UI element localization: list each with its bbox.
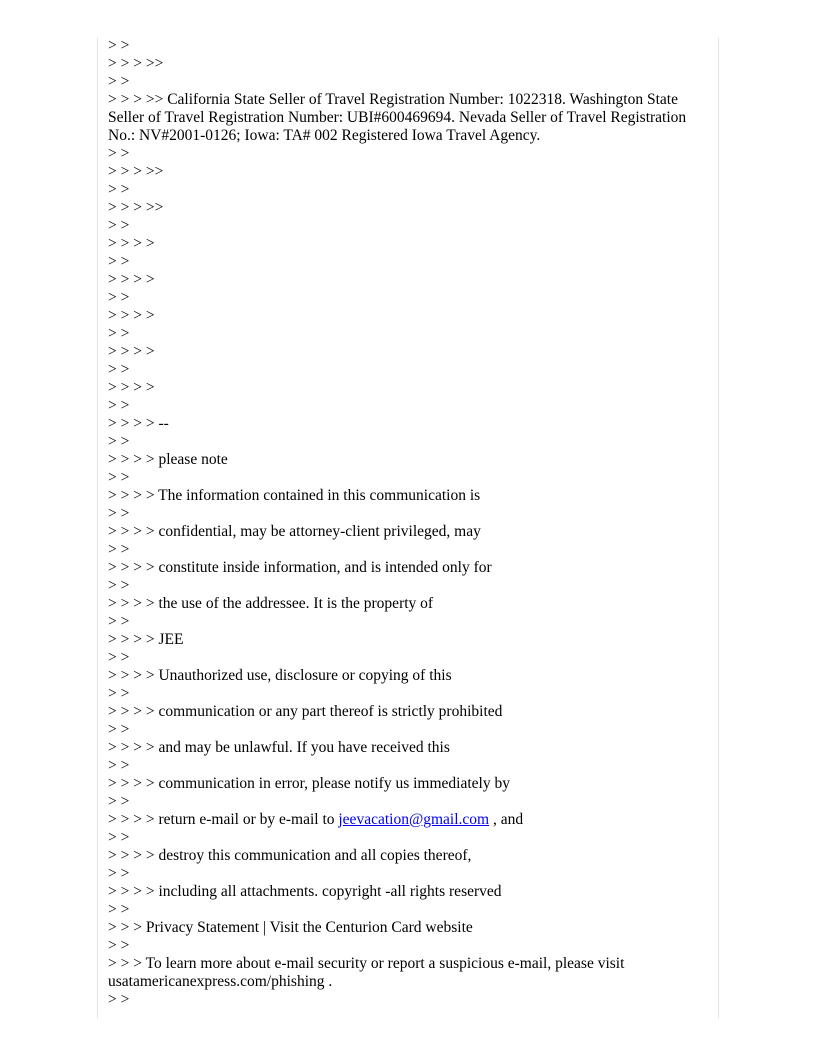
quoted-lines-bottom	[108, 829, 712, 1009]
quoted-line: > >	[108, 37, 130, 54]
quoted-line: > > > > The information contained in this communication is	[108, 487, 481, 504]
quoted-line: > > > >	[108, 307, 155, 324]
quoted-line: > >	[108, 541, 130, 558]
quoted-line: > > > > destroy this communication and all copies thereof,	[108, 847, 472, 864]
quoted-line: > > > > communication or any part thereof is strictly prohibited	[108, 703, 503, 720]
quoted-line: > > > > --	[108, 415, 169, 432]
quoted-line: > >	[108, 793, 130, 810]
quoted-line: > > > > Unauthorized use, disclosure or copying of this	[108, 667, 452, 684]
quoted-line: > > > >	[108, 343, 155, 360]
quoted-line: > > > >>	[108, 163, 164, 180]
quoted-line: > > > >> California State Seller of Travel Registration Number: 1022318. Washington State Seller of Travel Registration Number: UBI#600469694. Nevada Seller of Travel Registration No.: NV#2001-0126; Iowa: TA# 002 Registered Iowa Travel Agency.	[108, 91, 687, 144]
quoted-line: > > > > JEE	[108, 631, 184, 648]
contact-line-prefix: > > > > return e-mail or by e-mail to	[108, 811, 339, 828]
quoted-line: > > > > including all attachments. copyright -all rights reserved	[108, 883, 502, 900]
quoted-line: > >	[108, 181, 130, 198]
quoted-line: > > > > confidential, may be attorney-client privileged, may	[108, 523, 481, 540]
quoted-line: > >	[108, 397, 130, 414]
quoted-line: > > > >	[108, 379, 155, 396]
quoted-line: > >	[108, 901, 130, 918]
quoted-line: > > > >	[108, 271, 155, 288]
contact-line-suffix: , and	[489, 811, 524, 828]
quoted-line: > >	[108, 829, 130, 846]
quoted-line: > >	[108, 649, 130, 666]
quoted-line: > > > > and may be unlawful. If you have received this	[108, 739, 450, 756]
quoted-line: > >	[108, 937, 130, 954]
quoted-line: > >	[108, 325, 130, 342]
quoted-line: > >	[108, 991, 130, 1008]
quoted-line: > >	[108, 361, 130, 378]
quoted-line: > >	[108, 433, 130, 450]
quoted-line: > > > > please note	[108, 451, 228, 468]
quoted-lines-top	[108, 37, 712, 811]
quoted-line: > >	[108, 73, 130, 90]
quoted-line: > > > >>	[108, 199, 164, 216]
quoted-line: > >	[108, 505, 130, 522]
quoted-line: > >	[108, 289, 130, 306]
quoted-line: > > > Privacy Statement | Visit the Centurion Card website	[108, 919, 473, 936]
quoted-line: > >	[108, 685, 130, 702]
quoted-line: > >	[108, 865, 130, 882]
quoted-line: > > > > the use of the addressee. It is the property of	[108, 595, 434, 612]
quoted-line: > >	[108, 253, 130, 270]
quoted-line: > > > >>	[108, 55, 164, 72]
quoted-line: > > > > communication in error, please notify us immediately by	[108, 775, 510, 792]
quoted-line: > > > >	[108, 235, 155, 252]
quoted-line: > >	[108, 217, 130, 234]
quoted-line: > > > To learn more about e-mail security or report a suspicious e-mail, please visit usatamericanexpress.com/phishing .	[108, 955, 625, 990]
quoted-line: > > > > constitute inside information, and is intended only for	[108, 559, 492, 576]
quoted-line: > >	[108, 613, 130, 630]
email-contact-line	[108, 811, 712, 829]
quoted-line: > >	[108, 145, 130, 162]
quoted-line: > >	[108, 577, 130, 594]
email-body	[108, 37, 712, 1009]
email-link[interactable]: jeevacation@gmail.com	[338, 811, 490, 828]
quoted-line: > >	[108, 757, 130, 774]
quoted-line: > >	[108, 721, 130, 738]
quoted-line: > >	[108, 469, 130, 486]
